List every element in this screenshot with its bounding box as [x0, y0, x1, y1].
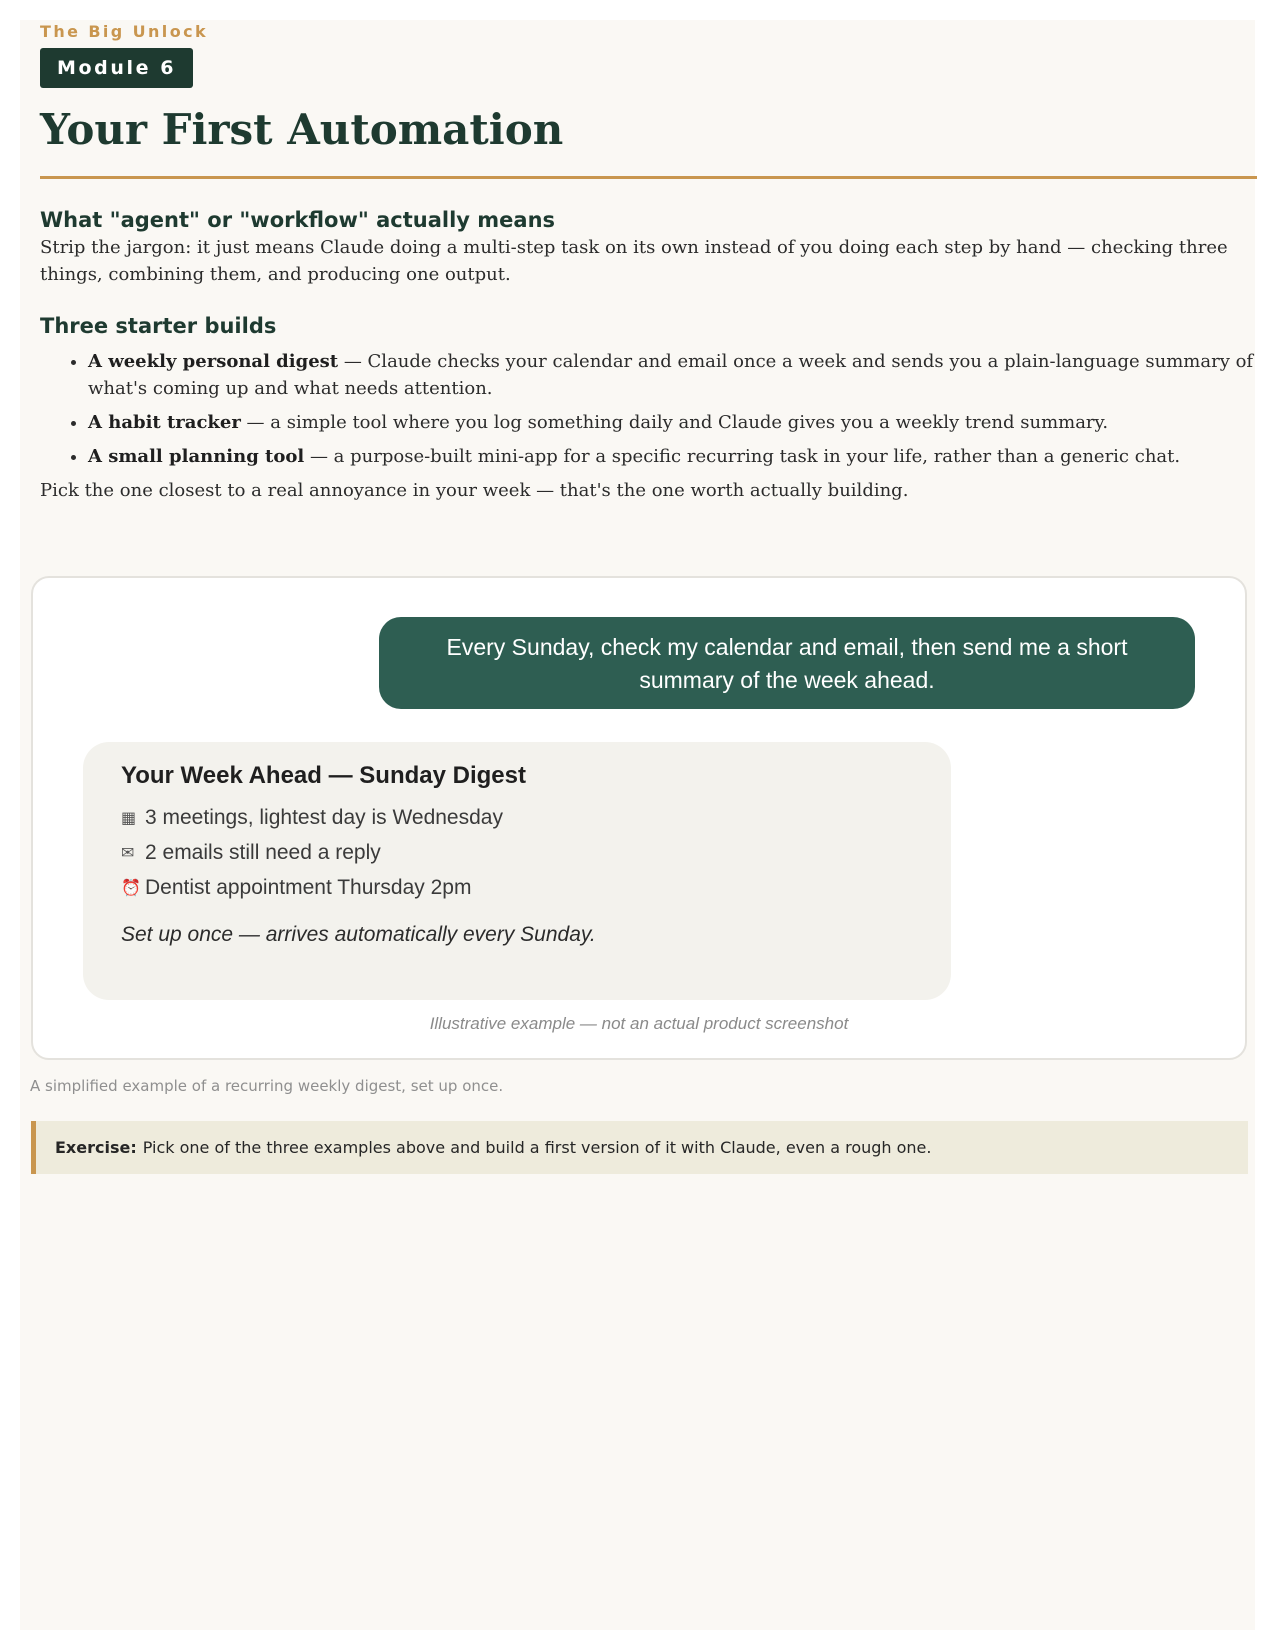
exercise-label: Exercise: — [55, 1138, 137, 1157]
list-item — [88, 348, 1260, 402]
figure-caption: A simplified example of a recurring weekly digest, set up once. — [30, 1077, 504, 1095]
list-item-title: A habit tracker — [88, 412, 241, 433]
list-item-title: A weekly personal digest — [88, 351, 339, 372]
heading-agent-meaning: What "agent" or "workflow" actually means — [40, 208, 556, 232]
list-item — [88, 409, 1260, 436]
list-item-text: — Claude checks your calendar and email once a week and sends you a plain-language summary of what's coming up and what needs attention. — [88, 351, 1254, 399]
illustration-card — [31, 576, 1247, 1060]
digest-item-text: Dentist appointment Thursday 2pm — [145, 876, 472, 899]
list-item-title: A small planning tool — [88, 446, 305, 467]
user-message-bubble: Every Sunday, check my calendar and email, then send me a short summary of the week ahead. — [379, 617, 1195, 709]
calendar-icon: ▦ — [121, 808, 137, 827]
digest-item — [121, 800, 913, 835]
list-item-text: — a simple tool where you log something daily and Claude gives you a weekly trend summary. — [240, 412, 1109, 433]
envelope-icon: ✉ — [121, 843, 135, 862]
starter-builds-list — [40, 348, 1260, 470]
heading-starter-builds: Three starter builds — [40, 314, 277, 338]
digest-item-text: 2 emails still need a reply — [145, 841, 381, 864]
digest-item — [121, 870, 913, 905]
alarm-clock-icon: ⏰ — [121, 878, 141, 897]
exercise-callout — [31, 1121, 1248, 1174]
module-badge: Module 6 — [40, 48, 193, 88]
title-divider — [40, 176, 1257, 179]
digest-title: Your Week Ahead — Sunday Digest — [121, 762, 526, 789]
page-title: Your First Automation — [40, 105, 564, 154]
paragraph-pick-one: Pick the one closest to a real annoyance in your week — that's the one worth actually building. — [40, 480, 909, 501]
exercise-text: Pick one of the three examples above and build a first version of it with Claude, even a rough one. — [142, 1138, 932, 1157]
list-item-text: — a purpose-built mini-app for a specific recurring task in your life, rather than a generic chat. — [304, 446, 1181, 467]
digest-note: Set up once — arrives automatically every Sunday. — [121, 923, 596, 946]
course-eyebrow: The Big Unlock — [40, 22, 209, 41]
paragraph-agent-meaning: Strip the jargon: it just means Claude doing a multi-step task on its own instead of you doing each step by hand — checking three things, combining them, and producing one output. — [40, 237, 1228, 285]
digest-item-text: 3 meetings, lightest day is Wednesday — [145, 806, 503, 829]
digest-item — [121, 835, 913, 870]
page — [20, 20, 1255, 1630]
illustration-disclaimer: Illustrative example — not an actual product screenshot — [429, 1014, 849, 1033]
list-item — [88, 443, 1260, 470]
digest-card — [83, 742, 951, 1000]
